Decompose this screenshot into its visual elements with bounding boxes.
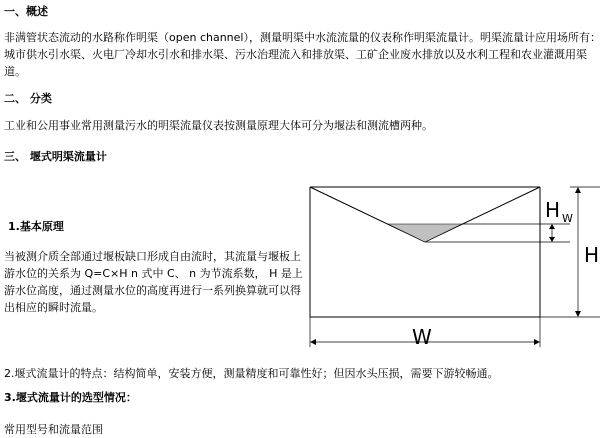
heading-classification: 二、 分类 bbox=[4, 92, 52, 105]
heading-overview: 一、概述 bbox=[4, 5, 48, 18]
subheading-basic-principle: 1.基本原理 bbox=[8, 220, 64, 233]
weir-diagram bbox=[300, 182, 605, 354]
classification-paragraph: 工业和公用事业常用测量污水的明渠流量仪表按测量原理大体可分为堰法和测流槽两种。 bbox=[4, 119, 433, 132]
models-heading: 常用型号和流量范围 bbox=[4, 423, 103, 436]
overview-paragraph: 非满管状态流动的水路称作明渠（open channel），测量明渠中水流流量的仪表称作明渠流量计。明渠流量计应用场所有：城市供水引水渠、火电厂冷却水引水和排水渠、污水治理流入和排放渠、工矿企业废水排放以及水利工程和农业灌溉用渠道。 bbox=[4, 31, 601, 78]
hw-label: H bbox=[545, 198, 561, 222]
w-label: W bbox=[412, 325, 432, 349]
point-features: 2.堰式流量计的特点：结构简单，安装方便，测量精度和可靠性好；但因水头压损，需要下游较畅通。 bbox=[4, 367, 499, 380]
principle-paragraph: 当被测介质全部通过堰板缺口形成自由流时，其流量与堰板上游水位的关系为 Q=C×H n 式中 C、 n 为节流系数， H 是上游水位高度，通过测量水位的高度再进行一系列换算就可以得出相应的瞬时流量。 bbox=[4, 250, 303, 314]
heading-weir-flowmeter: 三、 堰式明渠流量计 bbox=[4, 150, 107, 163]
point-selection: 3.堰式流量计的选型情况： bbox=[4, 391, 137, 404]
hw-subscript: W bbox=[562, 212, 573, 225]
h-label: H bbox=[584, 243, 600, 267]
water-fill bbox=[388, 224, 462, 242]
